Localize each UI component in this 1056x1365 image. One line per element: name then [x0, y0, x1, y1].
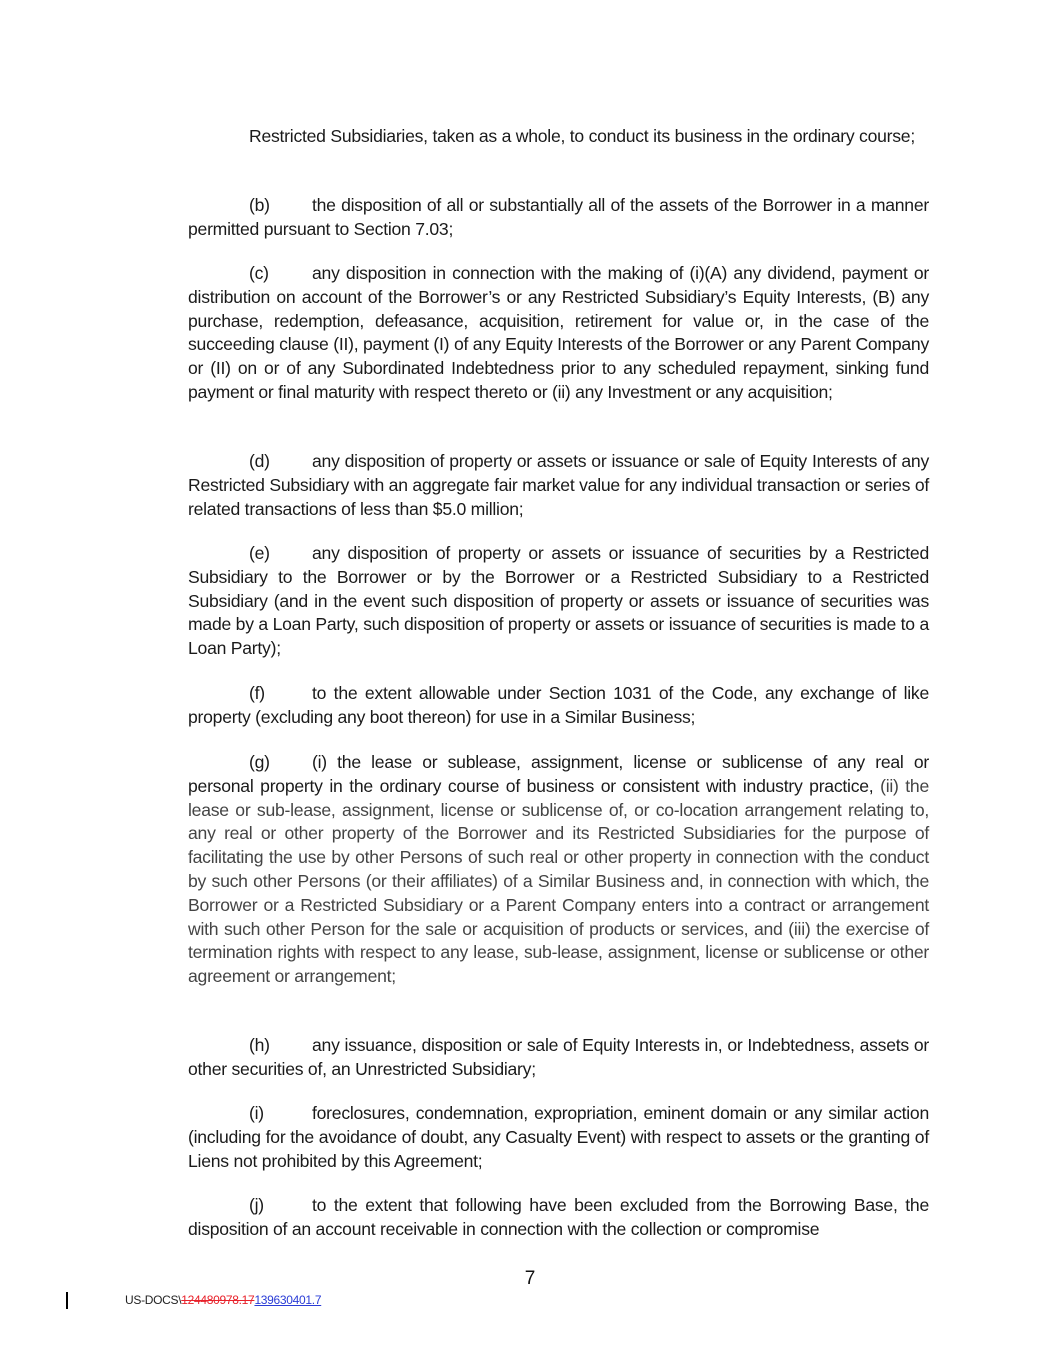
- paragraph-label: (d): [249, 451, 270, 471]
- paragraph-label: (g): [249, 752, 270, 772]
- paragraph-label: (i): [249, 1103, 264, 1123]
- doc-id-inserted: 139630401.7: [254, 1293, 322, 1307]
- paragraph-h: [188, 1034, 929, 1082]
- document-id-footer: [125, 1293, 321, 1307]
- paragraph-text: foreclosures, condemnation, expropriation, eminent domain or any similar action (including for the avoidance of doubt, any Casualty Event) with respect to assets or the granting of Liens not prohibited by this Agreement;: [188, 1103, 929, 1171]
- paragraph-text-continued: (ii) the lease or sub-lease, assignment, license or sublicense of, or co-location arrangement relating to, any real or other property of the Borrower and its Restricted Subsidiaries for the purpose of facilitating the use by other Persons of such real or other property in connection with the conduct by such other Persons (or their affiliates) of a Similar Business and, in connection with which, the Borrower or a Restricted Subsidiary or a Parent Company enters into a contract or arrangement with such other Person for the sale or acquisition of products or services, and (iii) the exercise of termination rights with respect to any lease, sub-lease, assignment, license or sublicense or other agreement or arrangement;: [188, 775, 930, 987]
- paragraph-i: [188, 1102, 929, 1173]
- page-number: 7: [524, 1268, 536, 1289]
- paragraph-d: [188, 450, 929, 521]
- paragraph-text: the disposition of all or substantially all of the assets of the Borrower in a manner permitted pursuant to Section 7.03;: [188, 195, 929, 239]
- paragraph-text: any disposition of property or assets or issuance of securities by a Restricted Subsidiary to the Borrower or by the Borrower or a Restricted Subsidiary to a Restricted Subsidiary (and in the event such disposition of property or assets or issuance of securities was made by a Loan Party, such disposition of property or assets or issuance of securities is made to a Loan Party);: [188, 543, 929, 659]
- paragraph-label: (b): [249, 195, 270, 215]
- doc-id-prefix: US-DOCS\: [125, 1293, 182, 1307]
- paragraph-label: (f): [249, 683, 265, 703]
- paragraph-e: [188, 542, 929, 661]
- paragraph-label: (j): [249, 1195, 264, 1215]
- doc-id-deleted: 124480978.17: [181, 1293, 255, 1307]
- paragraph-text: any issuance, disposition or sale of Equity Interests in, or Indebtedness, assets or other securities of, an Unrestricted Subsidiary;: [188, 1035, 929, 1079]
- paragraph-text: any disposition in connection with the making of (i)(A) any dividend, payment or distribution on account of the Borrower’s or any Restricted Subsidiary’s Equity Interests, (B) any purchase, redemption, defeasance, acquisition, retirement for value or, in the case of the succeeding clause (II), payment (I) of any Equity Interests of the Borrower or any Parent Company or (II) on or of any Subordinated Indebtedness prior to any scheduled repayment, sinking fund payment or final maturity with respect thereto or (ii) any Investment or any acquisition;: [188, 263, 929, 402]
- paragraph-c: [188, 262, 929, 405]
- revision-change-bar: [66, 1292, 68, 1309]
- paragraph-f: [188, 682, 929, 730]
- paragraph-text: to the extent allowable under Section 1031 of the Code, any exchange of like property (excluding any boot thereon) for use in a Similar Business;: [188, 683, 929, 727]
- paragraph-text: any disposition of property or assets or issuance or sale of Equity Interests of any Restricted Subsidiary with an aggregate fair market value for any individual transaction or series of related transactions of less than $5.0 million;: [188, 451, 929, 519]
- paragraph-text: (i) the lease or sublease, assignment, license or sublicense of any real or personal property in the ordinary course of business or consistent with industry practice,: [188, 752, 929, 796]
- paragraph-text: to the extent that following have been excluded from the Borrowing Base, the disposition of an account receivable in connection with the collection or compromise: [188, 1195, 929, 1239]
- continuation-text-content: Restricted Subsidiaries, taken as a whole, to conduct its business in the ordinary course;: [249, 126, 915, 146]
- paragraph-label: (h): [249, 1035, 270, 1055]
- paragraph-label: (c): [249, 263, 269, 283]
- paragraph-label: (e): [249, 543, 270, 563]
- paragraph-g: [188, 751, 929, 989]
- paragraph-j: [188, 1194, 929, 1242]
- continuation-text: [249, 125, 929, 149]
- paragraph-b: [188, 194, 929, 242]
